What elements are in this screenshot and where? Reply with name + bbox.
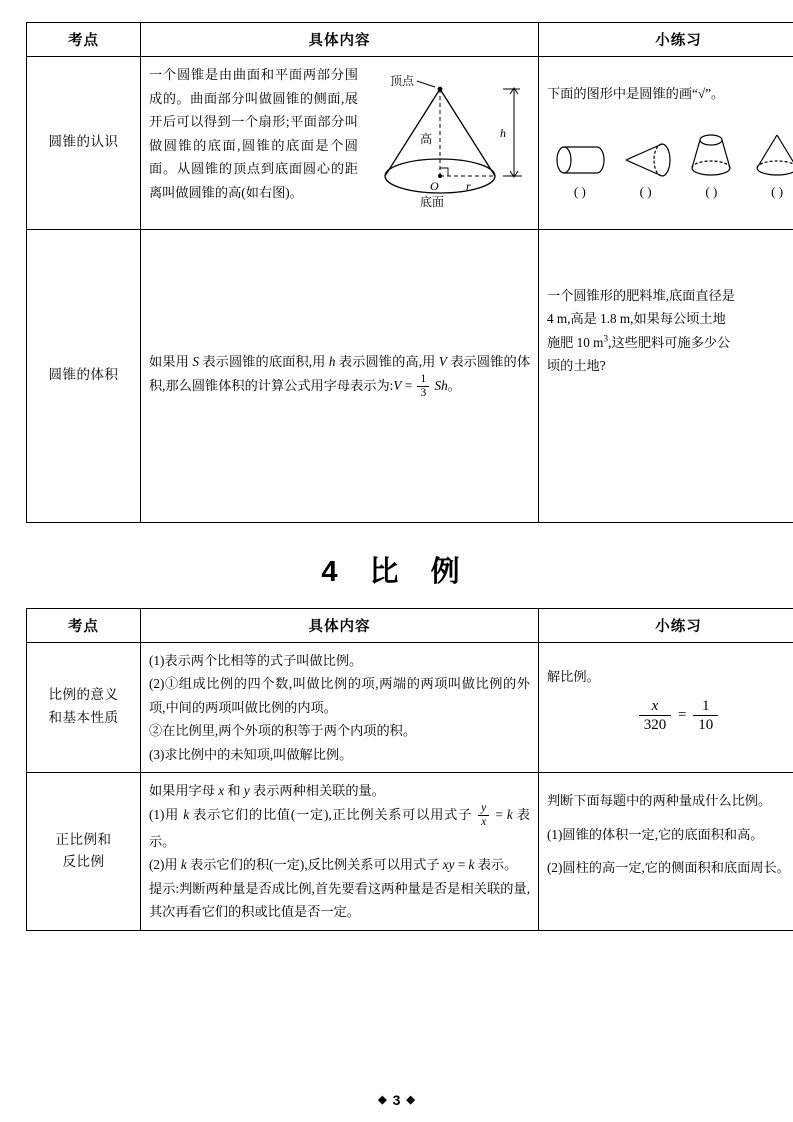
cone-diagram-svg (362, 63, 530, 215)
table-row (27, 773, 793, 931)
row-exercise-direct-inverse-proportion (539, 773, 793, 931)
proportion-line-2: (2)①组成比例的四个数,叫做比例的项,两端的两项叫做比例的外项,中间的两项叫做比例的内项。 (149, 676, 530, 715)
table-row (27, 642, 793, 773)
header-point: 考点 (27, 608, 141, 642)
exercise-prompt: 下面的图形中是圆锥的画“√”。 (547, 86, 725, 102)
svg-text:顶点: 顶点 (390, 74, 415, 88)
header-point: 考点 (27, 23, 141, 57)
row-content-cone-volume (141, 229, 539, 522)
shape-options (547, 116, 793, 178)
table-row (27, 229, 793, 522)
cone-figure (362, 63, 530, 223)
chapter-title: 4 比 例 (321, 555, 472, 588)
row-content-cone-recognition (141, 57, 539, 230)
header-exercise: 小练习 (539, 608, 793, 642)
cone-volume-text: 如果用 S 表示圆锥的底面积,用 h 表示圆锥的高,用 V 表示圆锥的体积,那么圆锥体积的计算公式用字母表示为:V = $\frac{1}{3}$ Sh。 (149, 354, 531, 399)
row-point-cone-recognition: 圆锥的认识 (27, 57, 141, 230)
cone-recognition-text: 一个圆锥是由曲面和平面两部分围成的。曲面部分叫做圆锥的侧面,展开后可以得到一个扇形;平面部分叫做圆锥的底面,圆锥的底面是个圆面。从圆锥的顶点到底面圆心的距离叫做圆锥的高(如右图)。 (149, 67, 358, 200)
truncated-cone-shape-icon[interactable] (683, 130, 739, 178)
svg-text:底面: 底面 (420, 195, 445, 209)
proportion-line-3: ②在比例里,两个外项的积等于两个内项的积。 (149, 723, 417, 738)
solve-proportion-title: 解比例。 (547, 668, 600, 684)
svg-text:O: O (430, 179, 439, 193)
proportion-line-1: (1)表示两个比相等的式子叫做比例。 (149, 652, 363, 668)
cylinder-shape-icon[interactable] (552, 138, 608, 178)
table-header-row (27, 23, 793, 57)
horizontal-cone-shape-icon[interactable] (618, 138, 674, 178)
answer-paren-2[interactable]: ( ) (639, 183, 652, 199)
row-point-proportion-meaning: 比例的意义 和基本性质 (27, 642, 141, 773)
table-header-row (27, 608, 793, 642)
dip-line-2: (1)用 k 表示它们的比值(一定),正比例关系可以用式子 $\frac{y}{x}$ = k 表示。 (149, 801, 530, 849)
diamond-left-icon: ◆ (378, 1094, 387, 1106)
header-exercise: 小练习 (539, 23, 793, 57)
page-footer (0, 1092, 793, 1108)
knowledge-table-proportion (26, 608, 793, 931)
svg-text:h: h (500, 126, 506, 140)
dip-line-3: (2)用 k 表示它们的积(一定),反比例关系可以用式子 xy = k 表示。 (149, 857, 518, 873)
svg-text:高: 高 (420, 132, 433, 146)
one-third-fraction: $\frac{1}{3}$ (417, 373, 429, 400)
answer-parens-row (547, 180, 793, 203)
dip-exercise-line-1: 判断下面每题中的两种量成什么比例。 (547, 793, 772, 808)
row-point-direct-inverse-proportion: 正比例和 反比例 (27, 773, 141, 931)
header-content: 具体内容 (141, 608, 539, 642)
table-row (27, 57, 793, 230)
solve-proportion-equation: $\frac{x}{320}$ = $\frac{1}{10}$ (547, 697, 793, 734)
row-exercise-proportion-meaning (539, 642, 793, 773)
dip-exercise-line-3: (2)圆柱的高一定,它的侧面积和底面周长。 (547, 860, 790, 875)
row-exercise-cone-volume (539, 229, 793, 522)
svg-text:r: r (466, 179, 471, 193)
row-exercise-cone-recognition (539, 57, 793, 230)
row-point-cone-volume: 圆锥的体积 (27, 229, 141, 522)
answer-paren-1[interactable]: ( ) (573, 183, 586, 199)
header-content: 具体内容 (141, 23, 539, 57)
cone-shape-icon[interactable] (749, 130, 793, 178)
dip-exercise-line-2: (1)圆锥的体积一定,它的底面积和高。 (547, 826, 764, 842)
row-content-proportion-meaning (141, 642, 539, 773)
answer-paren-4[interactable]: ( ) (771, 183, 784, 199)
page-number: 3 (392, 1092, 401, 1108)
proportion-line-4: (3)求比例中的未知项,叫做解比例。 (149, 746, 353, 762)
row-content-direct-inverse-proportion (141, 773, 539, 931)
dip-line-1: 如果用字母 x 和 y 表示两种相关联的量。 (149, 783, 385, 798)
answer-paren-3[interactable]: ( ) (705, 183, 718, 199)
dip-line-4: 提示:判断两种量是否成比例,首先要看这两种量是否是相关联的量,其次再看它们的积或比值是否一定。 (149, 880, 530, 920)
knowledge-table-cone (26, 22, 793, 523)
cone-volume-exercise-text: 一个圆锥形的肥料堆,底面直径是 4 m,高是 1.8 m,如果每公顷土地 施肥 10 $m^3$,这些肥料可施多少公 顷的土地? (547, 287, 735, 373)
diamond-right-icon: ◆ (406, 1094, 415, 1106)
